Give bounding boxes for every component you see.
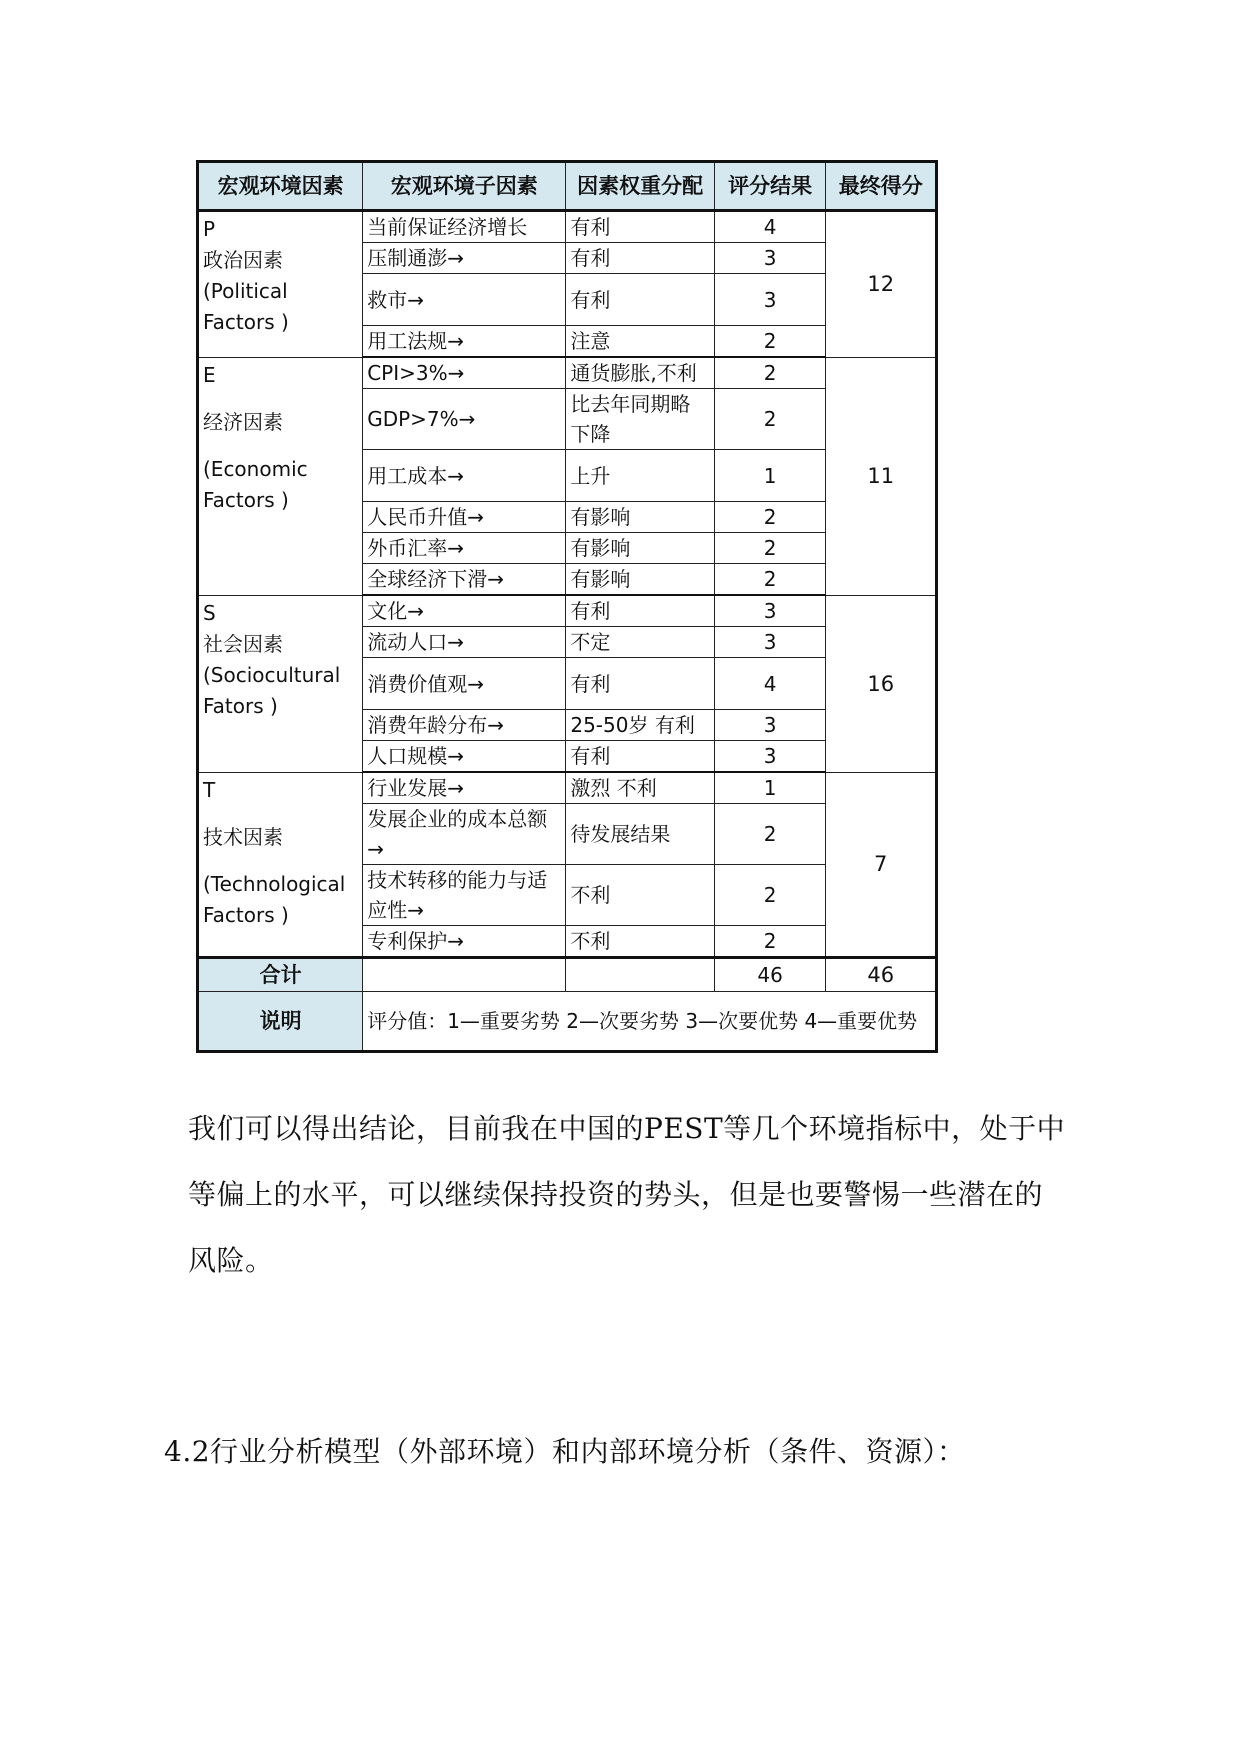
factor-english: Factors ) xyxy=(203,902,289,927)
sub-factor: CPI>3%→ xyxy=(363,357,566,389)
score: 1 xyxy=(714,450,826,502)
sub-factor: 当前保证经济增长 xyxy=(363,211,566,243)
note-row xyxy=(198,992,937,1052)
factor-name: 经济因素 xyxy=(203,409,283,434)
score: 3 xyxy=(714,595,826,627)
factor-social xyxy=(198,595,363,772)
score: 2 xyxy=(714,865,826,926)
conclusion-paragraph: 我们可以得出结论，目前我在中国的PEST等几个环境指标中，处于中等偏上的水平，可以继续保持投资的势头，但是也要警惕一些潜在的风险。 xyxy=(188,1112,1066,1277)
weight: 不定 xyxy=(566,627,714,658)
score: 3 xyxy=(714,741,826,773)
header-macro-factor: 宏观环境因素 xyxy=(198,162,363,211)
sub-factor: 消费年龄分布→ xyxy=(363,710,566,741)
weight: 通货膨胀,不利 xyxy=(566,357,714,389)
total-score: 46 xyxy=(714,958,826,992)
weight: 激烈 不利 xyxy=(566,772,714,804)
total-label: 合计 xyxy=(198,958,363,992)
factor-english: (Economic xyxy=(203,456,308,481)
factor-name: 社会因素 xyxy=(203,631,283,656)
empty-cell xyxy=(566,958,714,992)
factor-english: (Sociocultural xyxy=(203,662,341,687)
weight: 有利 xyxy=(566,243,714,274)
header-score: 评分结果 xyxy=(714,162,826,211)
score: 4 xyxy=(714,658,826,710)
weight: 有影响 xyxy=(566,533,714,564)
sub-factor: 行业发展→ xyxy=(363,772,566,804)
header-sub-factor: 宏观环境子因素 xyxy=(363,162,566,211)
score: 2 xyxy=(714,926,826,958)
table-row xyxy=(198,772,937,804)
sub-factor: GDP>7%→ xyxy=(363,389,566,450)
factor-english: Factors ) xyxy=(203,487,289,512)
sub-factor: 人民币升值→ xyxy=(363,502,566,533)
weight: 有利 xyxy=(566,211,714,243)
final-score: 7 xyxy=(826,772,937,958)
sub-factor: 全球经济下滑→ xyxy=(363,564,566,596)
sub-factor: 发展企业的成本总额→ xyxy=(363,804,566,865)
total-final-score: 46 xyxy=(826,958,937,992)
score: 2 xyxy=(714,564,826,596)
weight: 有影响 xyxy=(566,502,714,533)
header-final-score: 最终得分 xyxy=(826,162,937,211)
factor-name: 政治因素 xyxy=(203,248,283,272)
final-score: 11 xyxy=(826,357,937,595)
sub-factor: 消费价值观→ xyxy=(363,658,566,710)
factor-economic xyxy=(198,357,363,595)
weight: 上升 xyxy=(566,450,714,502)
weight: 待发展结果 xyxy=(566,804,714,865)
factor-code: P xyxy=(203,217,216,241)
section-heading: 4.2行业分析模型（外部环境）和内部环境分析（条件、资源）： xyxy=(164,1435,966,1468)
sub-factor: 救市→ xyxy=(363,274,566,326)
weight: 有利 xyxy=(566,595,714,627)
factor-political xyxy=(198,211,363,358)
factor-technological xyxy=(198,772,363,958)
weight: 注意 xyxy=(566,326,714,358)
sub-factor: 技术转移的能力与适应性→ xyxy=(363,865,566,926)
sub-factor: 用工成本→ xyxy=(363,450,566,502)
weight: 有影响 xyxy=(566,564,714,596)
sub-factor: 用工法规→ xyxy=(363,326,566,358)
factor-code: E xyxy=(203,362,216,387)
score: 4 xyxy=(714,211,826,243)
table-row xyxy=(198,211,937,243)
weight: 有利 xyxy=(566,658,714,710)
weight: 不利 xyxy=(566,865,714,926)
score: 2 xyxy=(714,502,826,533)
factor-code: S xyxy=(203,600,216,625)
table-row xyxy=(198,595,937,627)
score: 2 xyxy=(714,804,826,865)
score: 3 xyxy=(714,243,826,274)
factor-english: Fators ) xyxy=(203,693,278,718)
weight: 有利 xyxy=(566,274,714,326)
weight: 比去年同期略下降 xyxy=(566,389,714,450)
sub-factor: 压制通澎→ xyxy=(363,243,566,274)
weight: 不利 xyxy=(566,926,714,958)
table-header-row xyxy=(198,162,937,211)
final-score: 16 xyxy=(826,595,937,772)
factor-name: 技术因素 xyxy=(203,824,283,849)
note-text: 评分值：1—重要劣势 2—次要劣势 3—次要优势 4—重要优势 xyxy=(363,992,937,1052)
header-weight: 因素权重分配 xyxy=(566,162,714,211)
table-row xyxy=(198,357,937,389)
pest-analysis-table xyxy=(196,160,938,1053)
factor-code: T xyxy=(203,777,216,802)
sub-factor: 文化→ xyxy=(363,595,566,627)
score: 3 xyxy=(714,710,826,741)
final-score: 12 xyxy=(826,211,937,358)
score: 1 xyxy=(714,772,826,804)
score: 2 xyxy=(714,326,826,358)
score: 2 xyxy=(714,357,826,389)
weight: 有利 xyxy=(566,741,714,773)
factor-english: (Technological xyxy=(203,871,346,896)
total-row xyxy=(198,958,937,992)
empty-cell xyxy=(363,958,566,992)
sub-factor: 人口规模→ xyxy=(363,741,566,773)
factor-english: (Political xyxy=(203,279,288,303)
score: 2 xyxy=(714,389,826,450)
factor-english: Factors ) xyxy=(203,310,289,334)
score: 3 xyxy=(714,627,826,658)
score: 2 xyxy=(714,533,826,564)
sub-factor: 外币汇率→ xyxy=(363,533,566,564)
sub-factor: 流动人口→ xyxy=(363,627,566,658)
note-label: 说明 xyxy=(198,992,363,1052)
sub-factor: 专利保护→ xyxy=(363,926,566,958)
weight: 25-50岁 有利 xyxy=(566,710,714,741)
score: 3 xyxy=(714,274,826,326)
